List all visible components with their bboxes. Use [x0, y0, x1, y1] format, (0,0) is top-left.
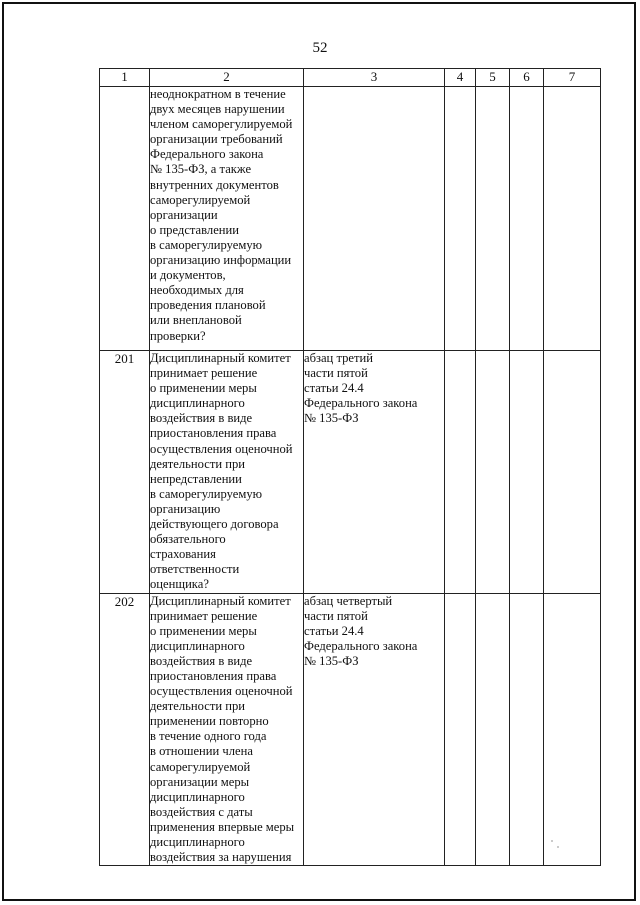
checklist-table: [99, 68, 601, 866]
text-line: неоднократном в течение: [150, 87, 286, 101]
text-line: в саморегулируемую: [150, 237, 263, 252]
column-header: 3: [304, 69, 445, 87]
text-line: обязательного: [150, 532, 226, 547]
text-line: организации требований: [150, 132, 283, 147]
answer-cell: [544, 351, 601, 594]
answer-cell: [544, 593, 601, 866]
text-line: о применении меры: [150, 623, 257, 638]
page-number: 52: [312, 40, 328, 56]
text-line: в саморегулируемую: [150, 486, 263, 501]
text-line: Федерального закона: [304, 396, 418, 411]
text-line: двух месяцев нарушении: [150, 102, 285, 117]
row-number: 201: [100, 351, 150, 594]
text-line: непредставлении: [150, 471, 242, 486]
column-header: 2: [150, 69, 304, 87]
text-line: проверки?: [150, 328, 206, 343]
text-line: о представлении: [150, 222, 240, 237]
row-number: [100, 87, 150, 351]
text-line: деятельности при: [150, 699, 246, 714]
text-line: воздействия в виде: [150, 653, 253, 668]
table-row: [100, 87, 601, 351]
column-header: 4: [445, 69, 476, 87]
text-line: статьи 24.4: [304, 623, 364, 638]
text-line: осуществления оценочной: [150, 684, 293, 699]
text-line: принимает решение: [150, 608, 258, 623]
text-line: дисциплинарного: [150, 835, 245, 849]
text-line: Федерального закона: [304, 638, 418, 653]
text-line: осуществления оценочной: [150, 441, 293, 456]
text-line: дисциплинарного: [150, 789, 245, 804]
text-line: приостановления права: [150, 426, 277, 441]
answer-cell: [544, 87, 601, 351]
column-header: 6: [510, 69, 544, 87]
answer-cell: [510, 87, 544, 351]
text-line: дисциплинарного: [150, 638, 245, 653]
text-line: страхования: [150, 547, 216, 562]
question-cell: [150, 593, 304, 866]
text-line: приостановления права: [150, 668, 277, 683]
text-line: проведения плановой: [150, 298, 266, 313]
legal-reference-cell: [304, 593, 445, 866]
text-line: части пятой: [304, 366, 368, 381]
legal-reference-cell: [304, 351, 445, 594]
text-line: организацию: [150, 501, 221, 516]
text-line: действующего договора: [150, 517, 279, 532]
table-row: [100, 351, 601, 594]
text-line: № 135-ФЗ: [304, 653, 359, 668]
answer-cell: [445, 351, 476, 594]
text-line: принимает решение: [150, 366, 258, 381]
text-line: Федерального закона: [150, 147, 264, 162]
text-line: Дисциплинарный комитет: [150, 593, 291, 608]
text-line: организации меры: [150, 774, 250, 789]
answer-cell: [476, 351, 510, 594]
text-line: абзац третий: [304, 351, 373, 365]
text-line: саморегулируемой: [150, 192, 251, 207]
text-line: статьи 24.4: [304, 381, 364, 396]
column-header: 7: [544, 69, 601, 87]
text-line: дисциплинарного: [150, 396, 245, 411]
row-number: 202: [100, 593, 150, 866]
text-line: применения впервые меры: [150, 819, 295, 834]
answer-cell: [510, 351, 544, 594]
answer-cell: [445, 87, 476, 351]
answer-cell: [445, 593, 476, 866]
text-line: необходимых для: [150, 283, 244, 298]
scan-speck: [551, 840, 553, 842]
column-header: 1: [100, 69, 150, 87]
text-line: абзац четвертый: [304, 593, 393, 608]
text-line: № 135-ФЗ, а также: [150, 162, 252, 177]
text-line: воздействия в виде: [150, 411, 253, 426]
text-line: в отношении члена: [150, 744, 253, 759]
text-line: оценщика?: [150, 577, 209, 592]
answer-cell: [476, 87, 510, 351]
question-cell: [150, 87, 304, 351]
question-cell: [150, 351, 304, 594]
text-line: деятельности при: [150, 456, 246, 471]
text-line: в течение одного года: [150, 729, 267, 744]
text-line: организации: [150, 207, 218, 222]
legal-reference-cell: [304, 87, 445, 351]
text-line: ответственности: [150, 562, 240, 577]
table-row: [100, 593, 601, 866]
text-line: воздействия с даты: [150, 804, 253, 819]
answer-cell: [476, 593, 510, 866]
text-line: внутренних документов: [150, 177, 279, 192]
text-line: саморегулируемой: [150, 759, 251, 774]
text-line: и документов,: [150, 268, 226, 283]
text-line: применении повторно: [150, 714, 269, 729]
text-line: части пятой: [304, 608, 368, 623]
text-line: Дисциплинарный комитет: [150, 351, 291, 365]
table-header-row: [100, 69, 601, 87]
text-line: о применении меры: [150, 381, 257, 396]
column-header: 5: [476, 69, 510, 87]
text-line: воздействия за нарушения: [150, 850, 292, 865]
text-line: членом саморегулируемой: [150, 117, 293, 132]
scan-speck: [557, 846, 559, 848]
text-line: организацию информации: [150, 253, 292, 268]
text-line: № 135-ФЗ: [304, 411, 359, 426]
text-line: или внеплановой: [150, 313, 242, 328]
answer-cell: [510, 593, 544, 866]
